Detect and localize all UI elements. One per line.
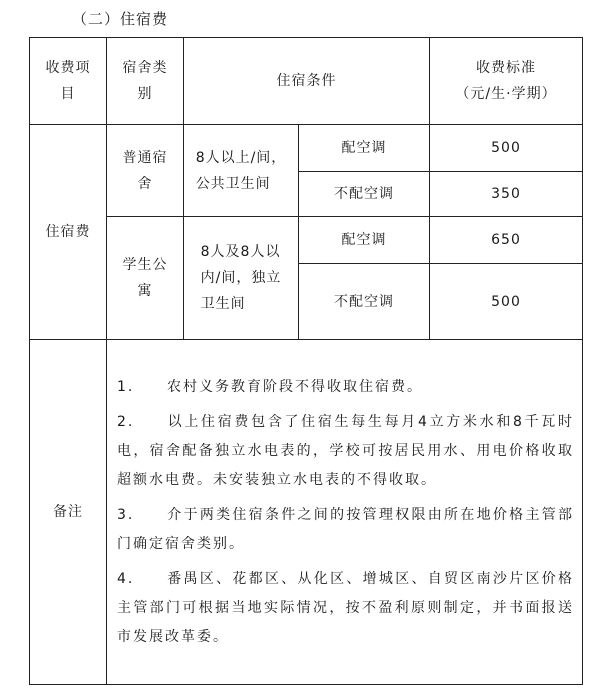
price-cell: 650: [430, 217, 583, 264]
dorm-type-cell: 普通宿 舍: [107, 125, 184, 217]
price-cell: 350: [430, 172, 583, 217]
remark-item: 4. 番禺区、花都区、从化区、增城区、自贸区南沙片区价格主管部门可根据当地实际情况，按不盈利原则制定，并书面报送市发展改革委。: [117, 570, 574, 645]
remark-item: 2. 以上住宿费包含了住宿生每生每月4立方米水和8千瓦时电，宿舍配备独立水电表的，学校可按居民用水、用电价格收取超额水电费。未安装独立水电表的不得收取。: [117, 413, 574, 488]
fee-item-cell: 住宿费: [30, 125, 107, 340]
header-dorm-type: 宿舍类 别: [107, 38, 184, 125]
remarks-row: [30, 340, 583, 685]
header-fee-item: 收费项 目: [30, 38, 107, 125]
remarks-label: 备注: [30, 340, 107, 685]
ac-cell: 不配空调: [299, 172, 430, 217]
section-title: （二）住宿费: [72, 10, 169, 28]
remarks-cell: [107, 340, 583, 685]
remark-item: 3. 介于两类住宿条件之间的按管理权限由所在地价格主管部门确定宿舍类别。: [117, 506, 574, 552]
header-standard: 收费标准 （元/生·学期）: [430, 38, 583, 125]
price-cell: 500: [430, 264, 583, 340]
remark-item: 1. 农村义务教育阶段不得收取住宿费。: [117, 378, 423, 395]
table-row: [30, 217, 583, 264]
ac-cell: 配空调: [299, 125, 430, 172]
table-row: [30, 125, 583, 172]
price-cell: 500: [430, 125, 583, 172]
dorm-type-cell: 学生公 寓: [107, 217, 184, 340]
header-condition: 住宿条件: [184, 38, 430, 125]
header-row: [30, 38, 583, 125]
condition-cell: 8人以上/间， 公共卫生间: [184, 125, 299, 217]
ac-cell: 不配空调: [299, 264, 430, 340]
fee-table: [29, 37, 583, 685]
condition-cell: 8人及8人以 内/间，独立 卫生间: [184, 217, 299, 340]
ac-cell: 配空调: [299, 217, 430, 264]
